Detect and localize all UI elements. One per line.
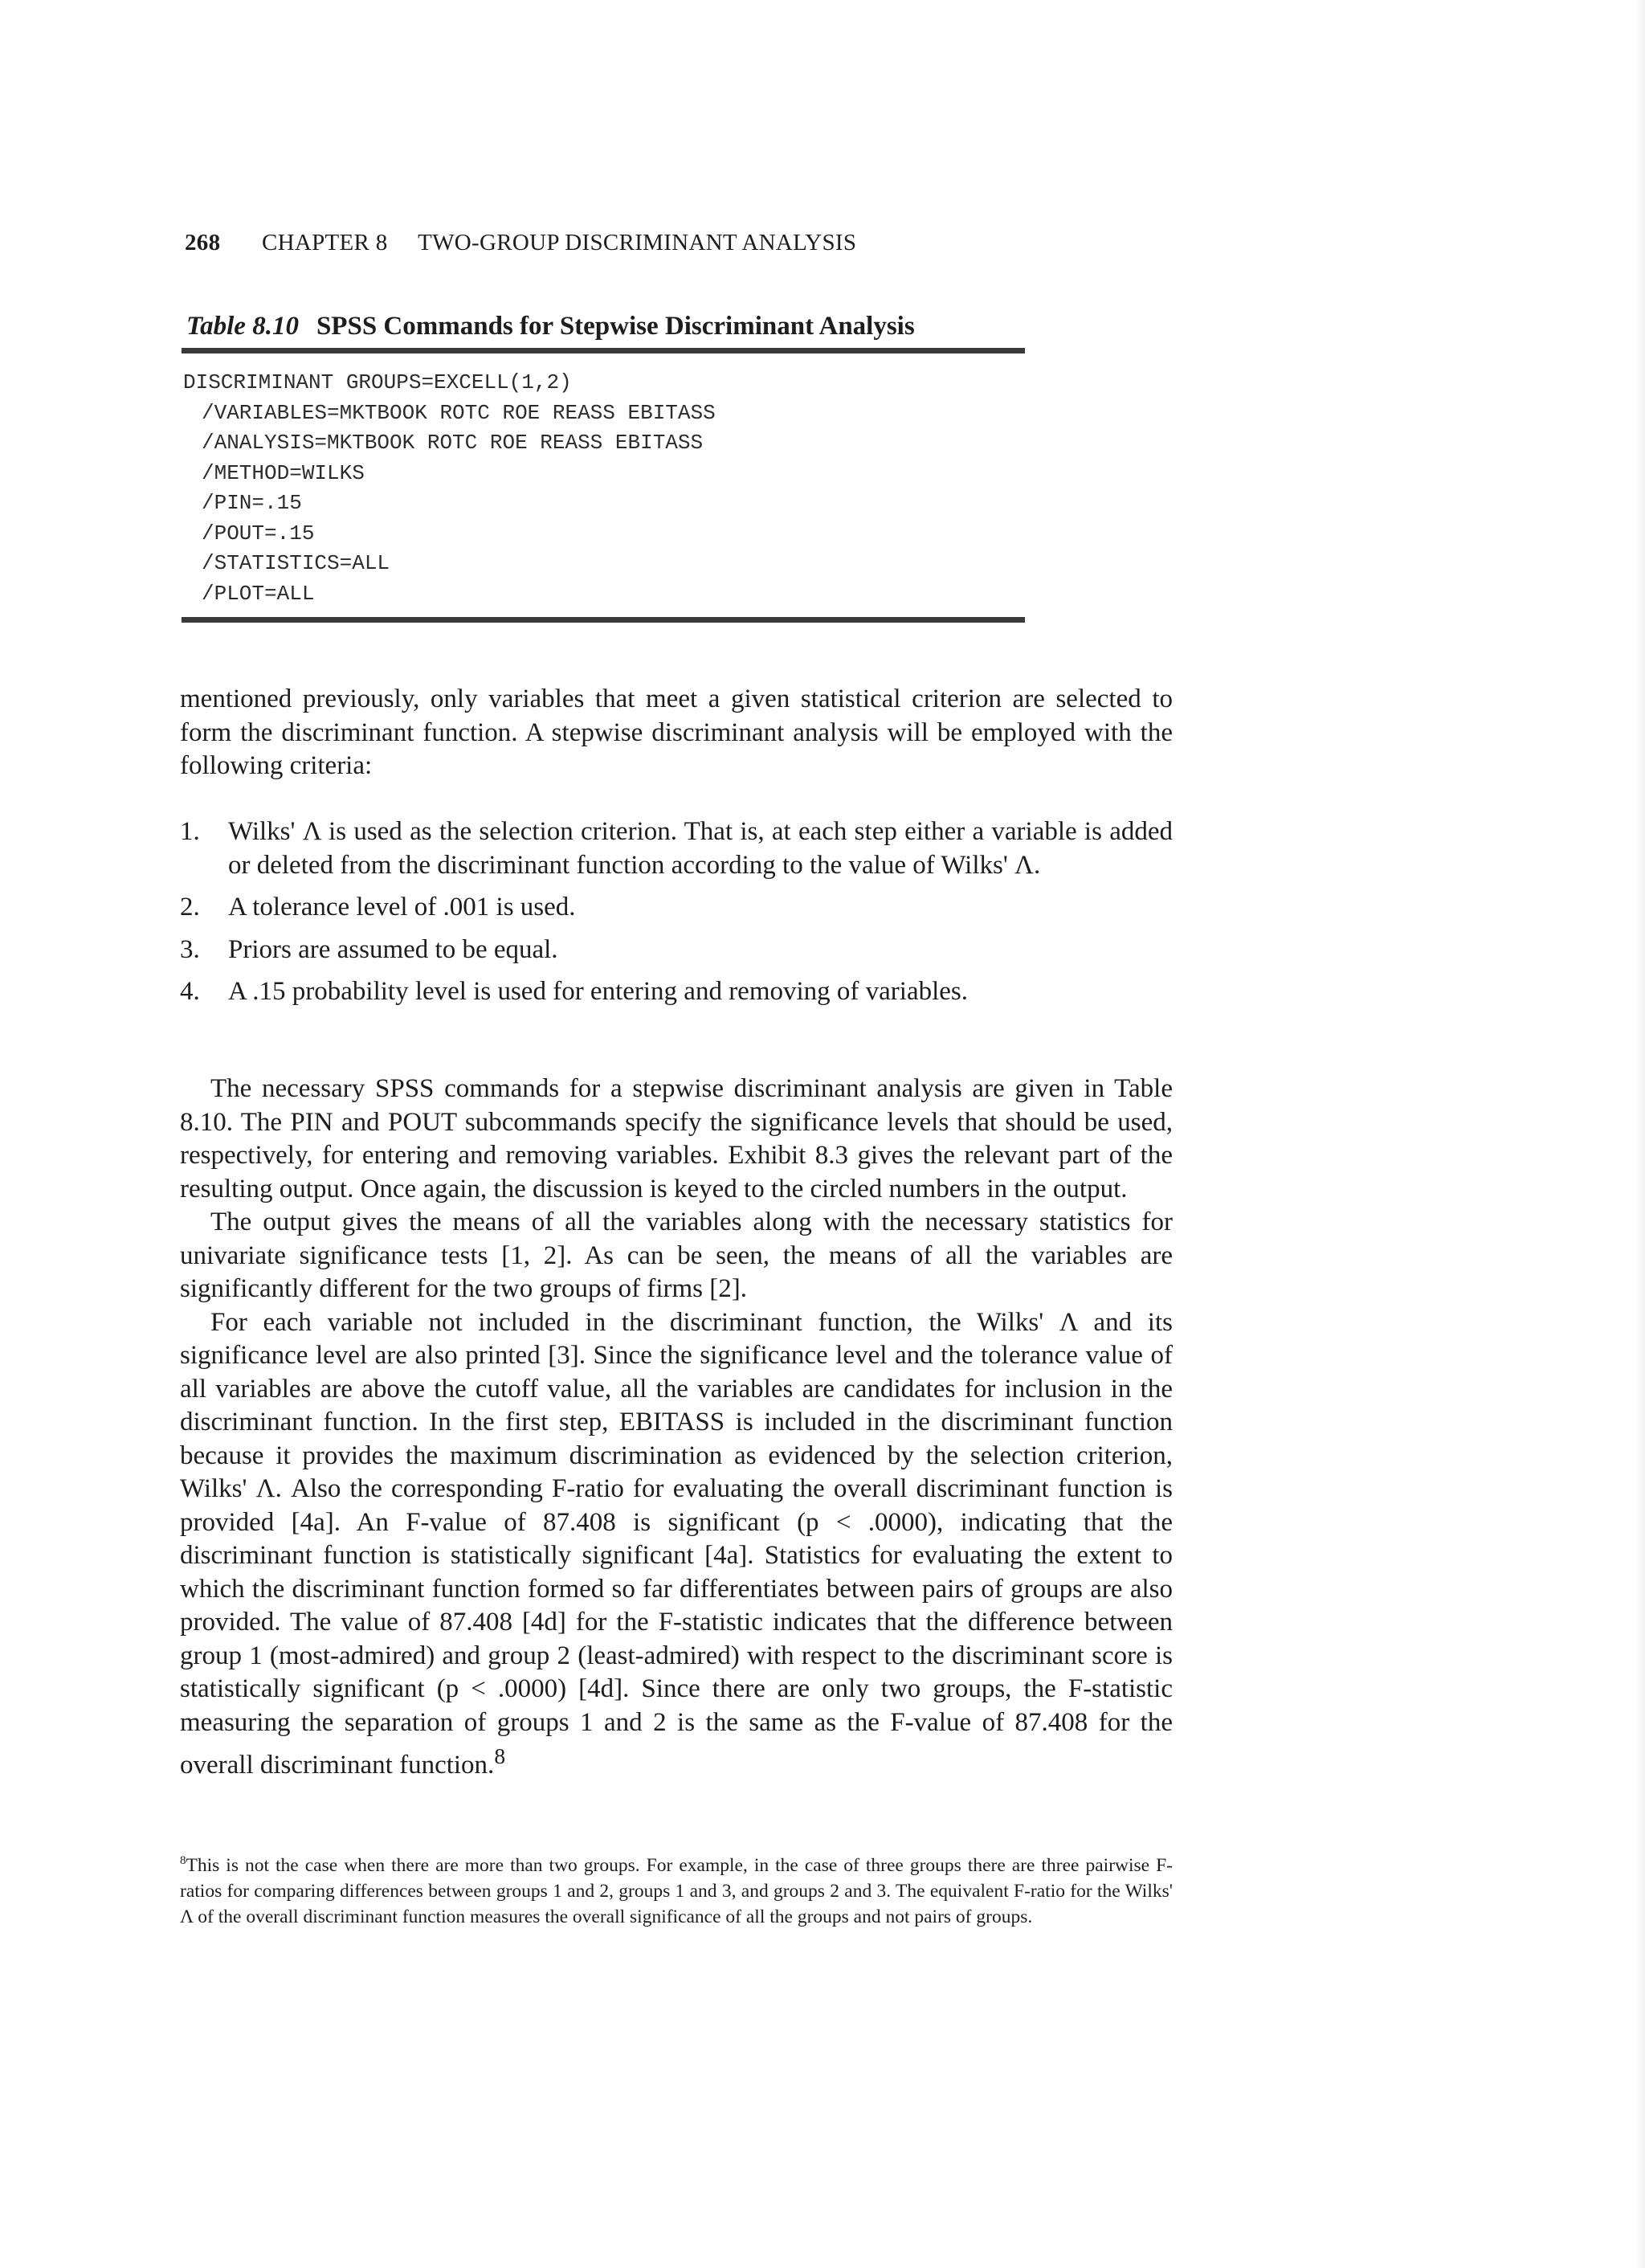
table-top-rule bbox=[182, 348, 1025, 353]
footnote-text: This is not the case when there are more than two groups. For example, in the case of three groups there are three pairwise F-ratios for comparing differences between groups 1 and 2, groups 1 and 3, and groups 2 and 3. The equivalent F-ratio for the Wilks' Λ of the overall discriminant function measures the overall significance of all the groups and not pairs of groups. bbox=[180, 1854, 1173, 1927]
body-paragraphs bbox=[180, 1073, 1173, 1783]
list-item bbox=[180, 934, 1173, 967]
code-line: /PIN=.15 bbox=[202, 491, 302, 515]
code-line: /METHOD=WILKS bbox=[202, 460, 365, 485]
running-head bbox=[185, 230, 856, 256]
footnote-marker: 8 bbox=[180, 1854, 186, 1867]
list-item-text: Wilks' Λ is used as the selection criterion. That is, at each step either a variable is added or deleted from the discriminant function according to the value of Wilks' Λ. bbox=[228, 817, 1173, 880]
table-label: Table 8.10 bbox=[186, 312, 299, 341]
code-line: /POUT=.15 bbox=[202, 521, 315, 546]
intro-paragraph-block bbox=[180, 683, 1173, 783]
table-caption bbox=[186, 312, 915, 341]
chapter-label: CHAPTER 8 bbox=[261, 230, 388, 255]
list-marker: 4. bbox=[180, 977, 200, 1006]
list-item-text: A .15 probability level is used for entering and removing of variables. bbox=[228, 977, 969, 1006]
list-marker: 3. bbox=[180, 934, 200, 964]
code-line: /VARIABLES=MKTBOOK ROTC ROE REASS EBITASS bbox=[202, 400, 716, 425]
list-item bbox=[180, 891, 1173, 925]
body-paragraph bbox=[180, 1306, 1173, 1783]
body-paragraph-text: For each variable not included in the discriminant function, the Wilks' Λ and its significance level are also printed [3]. Since the significance level and the tolerance value of all variables are above the cutoff value, all the variables are candidates for inclusion in the discriminant function. In the first step, EBITASS is included in the discriminant function because it provides the maximum discrimination as evidenced by the selection criterion, Wilks' Λ. Also the corresponding F-ratio for evaluating the overall discriminant function is provided [4a]. An F-value of 87.408 is significant (p < .0000), indicating that the discriminant function is statistically significant [4a]. Statistics for evaluating the extent to which the discriminant function formed so far differentiates between pairs of groups are also provided. The value of 87.408 [4d] for the F-statistic indicates that the difference between group 1 (most-admired) and group 2 (least-admired) with respect to the discriminant score is statistically significant (p < .0000) [4d]. Since there are only two groups, the F-statistic measuring the separation of groups 1 and 2 is the same as the F-value of 87.408 for the overall discriminant function. bbox=[180, 1307, 1173, 1780]
list-item-text: A tolerance level of .001 is used. bbox=[228, 893, 576, 922]
chapter-title: TWO-GROUP DISCRIMINANT ANALYSIS bbox=[418, 230, 857, 255]
list-item bbox=[180, 815, 1173, 882]
table-bottom-rule bbox=[182, 617, 1025, 623]
table-title: SPSS Commands for Stepwise Discriminant Analysis bbox=[316, 312, 915, 341]
list-item bbox=[180, 975, 1173, 1009]
body-paragraph: The necessary SPSS commands for a stepwise discriminant analysis are given in Table 8.10. The PIN and POUT subcommands specify the significance levels that should be used, respectively, for entering and removing variables. Exhibit 8.3 gives the relevant part of the resulting output. Once again, the discussion is keyed to the circled numbers in the output. bbox=[180, 1074, 1173, 1203]
criteria-list bbox=[180, 815, 1173, 1018]
list-marker: 2. bbox=[180, 893, 200, 922]
list-item-text: Priors are assumed to be equal. bbox=[228, 934, 558, 964]
footnote bbox=[180, 1848, 1173, 1930]
code-line: /PLOT=ALL bbox=[202, 581, 315, 606]
spss-code-block bbox=[183, 368, 716, 609]
list-marker: 1. bbox=[180, 817, 200, 846]
intro-paragraph: mentioned previously, only variables that meet a given statistical criterion are selected to form the discriminant function. A stepwise discriminant analysis will be employed with the following criteria: bbox=[180, 684, 1173, 780]
page-number: 268 bbox=[185, 230, 221, 255]
body-paragraph: The output gives the means of all the variables along with the necessary statistics for univariate significance tests [1, 2]. As can be seen, the means of all the variables are significantly different for the two groups of firms [2]. bbox=[180, 1208, 1173, 1303]
code-line: /ANALYSIS=MKTBOOK ROTC ROE REASS EBITASS bbox=[202, 431, 704, 455]
code-line: DISCRIMINANT GROUPS=EXCELL(1,2) bbox=[183, 370, 572, 394]
footnote-reference: 8 bbox=[494, 1743, 506, 1768]
code-line: /STATISTICS=ALL bbox=[202, 551, 390, 575]
scan-edge bbox=[1635, 0, 1645, 2268]
